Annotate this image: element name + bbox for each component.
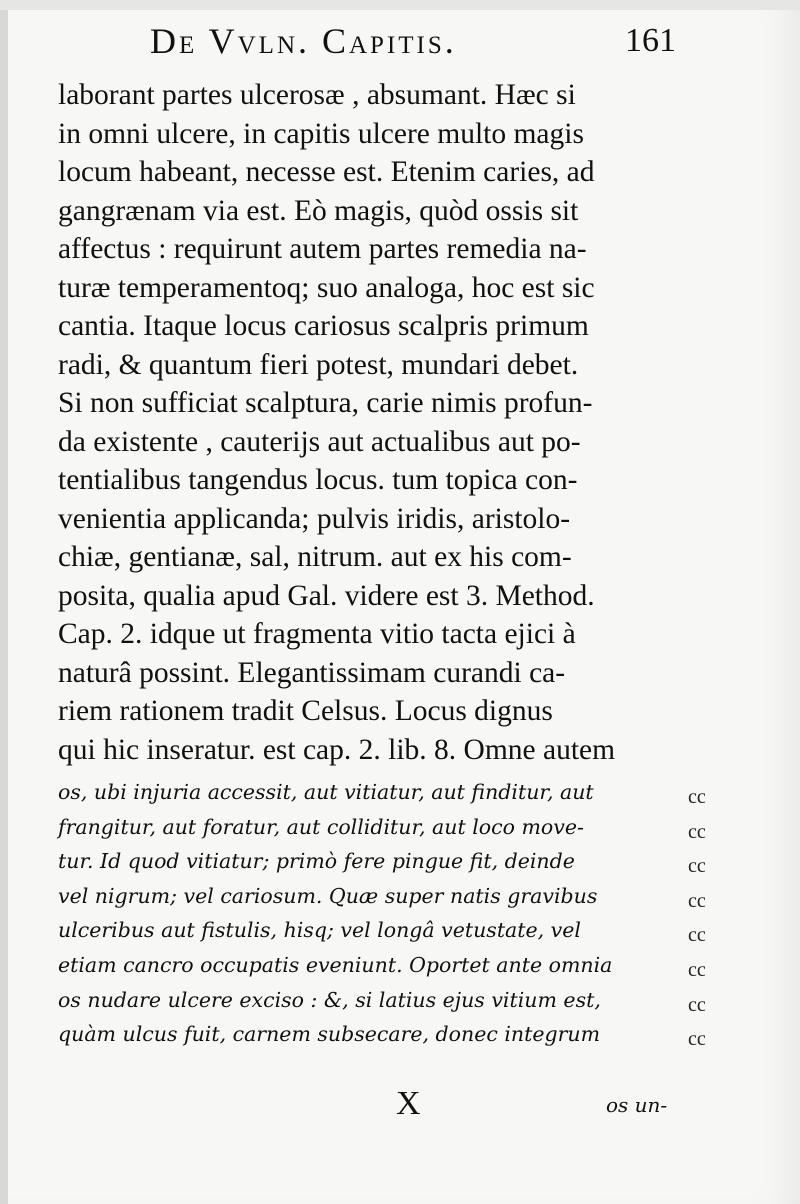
text-line: turæ temperamentoq; suo analoga, hoc est sic (58, 271, 595, 304)
quoted-line: ulceribus aut fistulis, hisq; vel longâ vetustate, vel (58, 918, 581, 943)
text-line: in omni ulcere, in capitis ulcere multo magis (58, 117, 584, 150)
quote-mark: cc (688, 855, 706, 878)
signature-mark: X (396, 1085, 421, 1122)
text-line: Cap. 2. idque ut fragmenta vitio tacta ejici à (58, 618, 576, 650)
gutter-shadow (0, 0, 8, 1204)
quoted-passage (58, 775, 678, 1052)
running-title: De Vvln. Capitis. (150, 21, 457, 61)
text-line: tentialibus tangendus locus. tum topica con- (58, 464, 578, 496)
page-footer (0, 1085, 800, 1135)
quoted-line: frangitur, aut foratur, aut colliditur, aut loco move- (58, 814, 584, 839)
text-line: gangrænam via est. Eò magis, quòd ossis sit (58, 194, 579, 227)
text-line: venientia applicanda; pulvis iridis, aristolo- (58, 502, 571, 535)
page-number: 161 (625, 22, 676, 59)
quoted-line: quàm ulcus fuit, carnem subsecare, donec integrum (58, 1022, 601, 1047)
quote-mark: cc (688, 1028, 706, 1051)
text-line: cantia. Itaque locus cariosus scalpris primum (58, 310, 589, 342)
page-header (0, 20, 800, 70)
page-top-edge (0, 0, 800, 10)
quoted-line: os, ubi injuria accessit, aut vitiatur, aut finditur, aut (58, 780, 594, 804)
quoted-line: etiam cancro occupatis eveniunt. Oportet ante omnia (58, 952, 613, 977)
text-line: radi, & quantum fieri potest, mundari debet. (58, 348, 579, 381)
text-line: da existente , cauterijs aut actualibus aut po- (58, 425, 581, 458)
text-line: qui hic inseratur. est cap. 2. lib. 8. Omne autem (58, 733, 616, 766)
text-line: locum habeant, necesse est. Etenim caries, ad (58, 156, 595, 188)
text-line: laborant partes ulcerosæ , absumant. Hæc si (58, 79, 576, 111)
marginal-quote-marks (688, 780, 718, 1057)
text-line: naturâ possint. Elegantissimam curandi ca- (58, 656, 566, 689)
quote-mark: cc (688, 786, 706, 808)
text-line: Si non sufficiat scalptura, carie nimis profun- (58, 387, 593, 419)
quote-mark: cc (688, 993, 706, 1016)
body-text (58, 76, 678, 769)
text-line: posita, qualia apud Gal. videre est 3. Method. (58, 579, 595, 612)
text-line: riem rationem tradit Celsus. Locus dignus (58, 695, 553, 727)
quote-mark: cc (688, 958, 706, 981)
quote-mark: cc (688, 889, 706, 912)
quoted-line: vel nigrum; vel cariosum. Quæ super natis gravibus (58, 883, 598, 908)
quoted-line: tur. Id quod vitiatur; primò fere pingue fit, deinde (58, 849, 575, 874)
text-line: affectus : requirunt autem partes remedia na- (58, 233, 587, 265)
text-line: chiæ, gentianæ, sal, nitrum. aut ex his com- (58, 541, 572, 573)
quoted-line: os nudare ulcere exciso : &, si latius ejus vitium est, (58, 987, 601, 1012)
quote-mark: cc (688, 924, 706, 947)
quote-mark: cc (688, 820, 706, 843)
catchword: os un- (606, 1093, 668, 1117)
